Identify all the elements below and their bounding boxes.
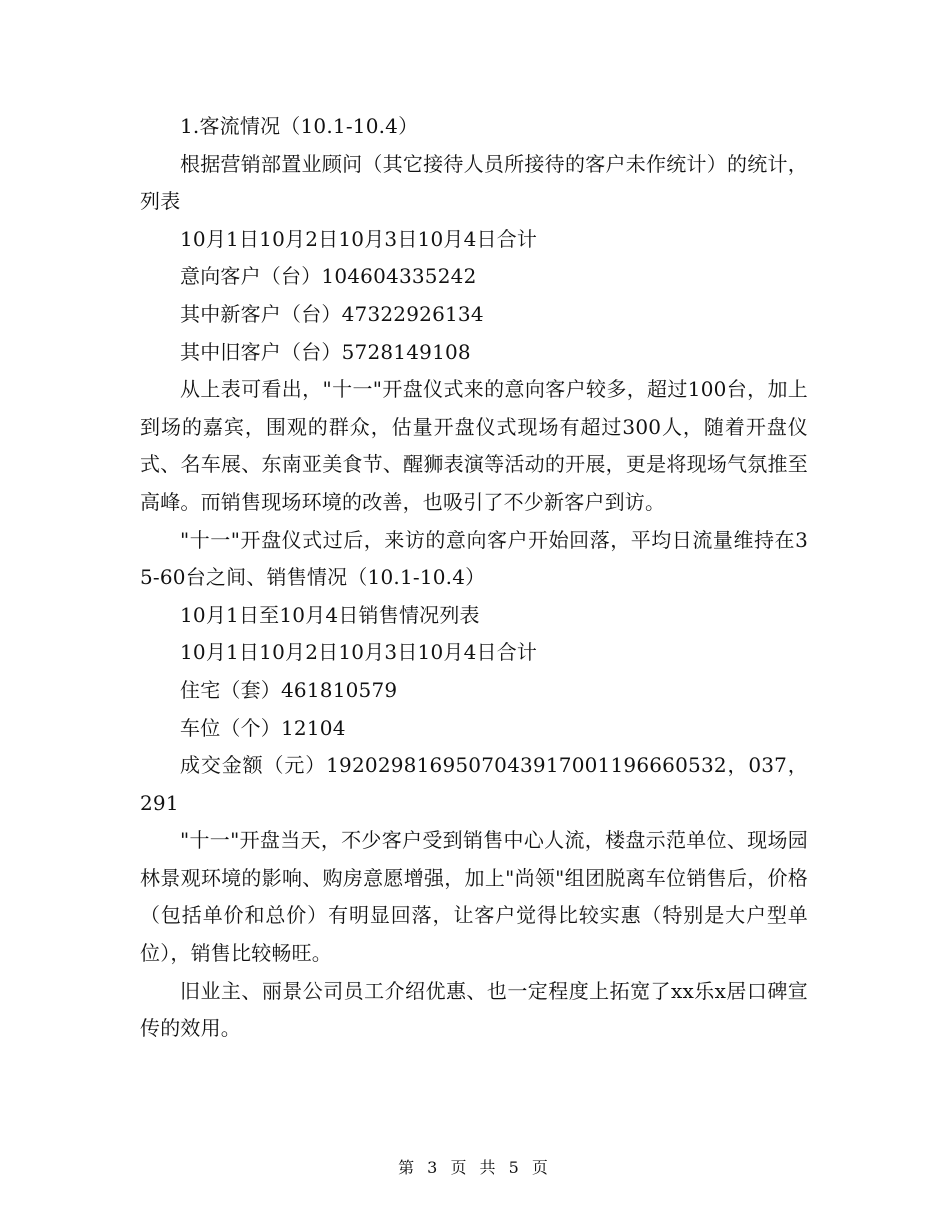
paragraph-intent-customers: 意向客户（台）104604335242 bbox=[180, 264, 477, 289]
paragraph-visitor-flow-heading: 1.客流情况（10.1-10.4） bbox=[180, 114, 419, 138]
paragraph-sales-table-title: 10月1日至10月4日销售情况列表 bbox=[180, 602, 480, 627]
paragraph-after-opening: "十一"开盘仪式过后，来访的意向客户开始回落，平均日流量维持在35-60台之间、销售情况（10.1-10.4） bbox=[140, 527, 808, 590]
paragraph-opening-analysis: 从上表可看出，"十一"开盘仪式来的意向客户较多，超过100台，加上到场的嘉宾，围观的群众，估量开盘仪式现场有超过300人，随着开盘仪式、名车展、东南亚美食节、醒狮表演等活动的开展，更是将现场气氛推至高峰。而销售现场环境的改善，也吸引了不少新客户到访。 bbox=[140, 377, 808, 514]
paragraph-opening-day-sales: "十一"开盘当天，不少客户受到销售中心人流，楼盘示范单位、现场园林景观环境的影响、购房意愿增强，加上"尚领"组团脱离车位销售后，价格（包括单价和总价）有明显回落，让客户觉得比较实惠（特别是大户型单位），销售比较畅旺。 bbox=[140, 828, 808, 966]
paragraph-old-customers: 其中旧客户（台）5728149108 bbox=[180, 339, 471, 364]
paragraph-residential-units: 住宅（套）461810579 bbox=[180, 677, 398, 702]
paragraph-date-header: 10月1日10月2日10月3日10月4日合计 bbox=[180, 226, 538, 251]
page-number-footer: 第 3 页 共 5 页 bbox=[398, 1158, 552, 1177]
document-body bbox=[140, 108, 808, 1048]
paragraph-parking-spaces: 车位（个）12104 bbox=[180, 715, 346, 740]
paragraph-transaction-amount: 成交金额（元）19202981695070439170011966605​32，037，291 bbox=[140, 753, 808, 815]
paragraph-referral-discount: 旧业主、丽景公司员工介绍优惠、也一定程度上拓宽了xx乐x居口碑宣传的效用。 bbox=[140, 978, 808, 1041]
paragraph-statistics-intro: 根据营销部置业顾问（其它接待人员所接待的客户未作统计）的统计，列表 bbox=[140, 151, 808, 214]
paragraph-new-customers: 其中新客户（台）47322926134 bbox=[180, 301, 484, 326]
paragraph-sales-date-header: 10月1日10月2日10月3日10月4日合计 bbox=[180, 640, 538, 665]
